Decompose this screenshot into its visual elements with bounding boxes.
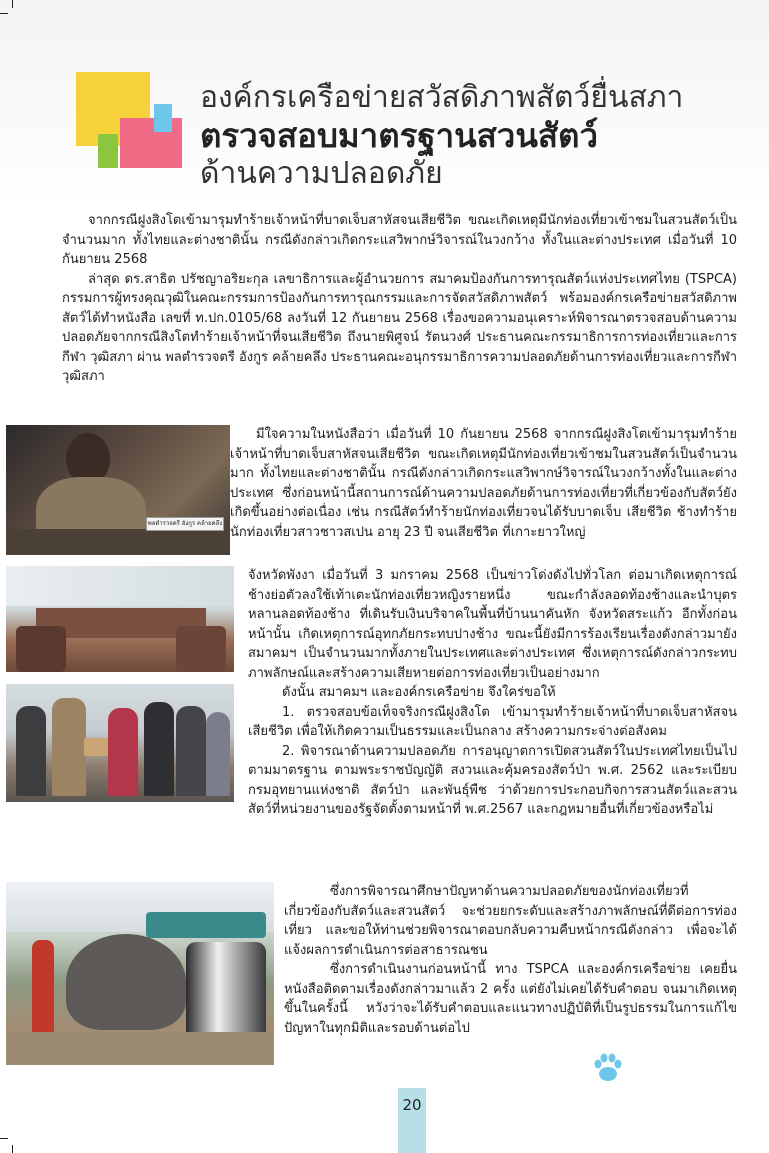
- body-text-right-1: [230, 425, 737, 542]
- list-item-2: 2. พิจารณาด้านความปลอดภัย การอนุญาตการเปิดสวนสัตว์ในประเทศไทยเป็นไปตามมาตรฐาน ตามพระราชบัญญัติ สงวนและคุ้มครองสัตว์ป่า พ.ศ. 2562 และระเบียบกรมอุทยานแห่งชาติ สัตว์ป่า และพันธุ์พืช ว่าด้วยการประกอบกิจการสวนสัตว์และสวนสัตว์ที่หน่วยงานของรัฐจัดตั้งตามหน้าที่ พ.ศ.2567 และกฎหมายอื่นที่เกี่ยวข้องหรือไม่: [248, 743, 737, 817]
- list-item-1: 1. ตรวจสอบข้อเท็จจริงกรณีฝูงสิงโต เข้ามารุมทำร้ายเจ้าหน้าที่บาดเจ็บสาหัสจนเสียชีวิต เพื่อให้เกิดความเป็นธรรมและเป็นกลาง สร้างความกระจ่างต่อสังคม: [248, 704, 737, 739]
- nameplate: พลตำรวจตรี อังกูร คล้ายคลึง: [146, 517, 224, 531]
- paragraph-4: ดังนั้น สมาคมฯ และองค์กรเครือข่าย จึงใคร่ขอให้: [282, 685, 556, 700]
- paragraph-2: ล่าสุด ดร.สาธิต ปรัชญาอริยะกุล เลขาธิการและผู้อำนวยการ สมาคมป้องกันการทารุณสัตว์แห่งประเทศไทย (TSPCA) กรรมการผู้ทรงคุณวุฒิในคณะกรรมการป้องกันการทารุณกรรมและการจัดสวัสดิภาพสัตว์ พร้อมองค์กรเครือข่ายสวัสดิภาพสัตว์ได้ทำหนังสือ เลขที่ ท.ปก.0105/68 ลงวันที่ 12 กันยายน 2568 เรื่องขอความอนุเคราะห์พิจารณาตรวจสอบด้านความปลอดภัยจากกรณีสิงโตทำร้ายเจ้าหน้าที่จนเสียชีวิต ถึงนายพิศูจน์ รัตนวงศ์ ประธานคณะกรรมาธิการการท่องเที่ยวและการกีฬา วุฒิสภา ผ่าน พลตำรวจตรี อังกูร คล้ายคลึง ประธานคณะอนุกรรมาธิการความปลอดภัยด้านการท่องเที่ยวและการกีฬา วุฒิสภา: [62, 271, 737, 384]
- title-line-1: องค์กรเครือข่ายสวัสดิภาพสัตว์ยื่นสภา: [200, 80, 684, 115]
- photo-meeting-room: [6, 566, 234, 672]
- pink-square: [120, 118, 182, 168]
- people-right: [176, 626, 226, 672]
- title-line-3: ด้านความปลอดภัย: [200, 156, 443, 191]
- paragraph-1: จากกรณีฝูงสิงโตเข้ามารุมทำร้ายเจ้าหน้าที่บาดเจ็บสาหัสจนเสียชีวิต ขณะเกิดเหตุมีนักท่องเที่ยวเข้าชมในสวนสัตว์เป็นจำนวนมาก ทั้งไทยและต่างชาตินั้น กรณีดังกล่าวเกิดกระแสวิพากษ์วิจารณ์ในวงกว้าง ทั้งในและต่างประเทศ เมื่อวันที่ 10 กันยายน 2568: [62, 213, 737, 267]
- crop-mark: [0, 1138, 8, 1139]
- blue-square: [154, 104, 172, 132]
- person-3: [108, 708, 138, 796]
- title-decoration: [76, 72, 186, 172]
- photo-group-document: [6, 684, 234, 802]
- article-title: [200, 80, 740, 192]
- person-5: [176, 706, 206, 796]
- body-text-right-3: [284, 882, 737, 1038]
- page-number: 20: [402, 1096, 422, 1114]
- photo-official: [6, 425, 230, 555]
- paragraph-6: ซึ่งการดำเนินงานก่อนหน้านี้ ทาง TSPCA และองค์กรเครือข่าย เคยยื่นหนังสือติดตามเรื่องดังกล่าวมาแล้ว 2 ครั้ง แต่ยังไม่เคยได้รับคำตอบ จนมาเกิดเหตุขึ้นในครั้งนี้ หวังว่าจะได้รับคำตอบและแนวทางปฏิบัติที่เป็นรูปธรรมในการแก้ไขปัญหาในทุกมิติและรอบด้านต่อไป: [284, 962, 737, 1036]
- elephant: [66, 934, 186, 1030]
- people-left: [16, 626, 66, 672]
- paragraph-3-continued: จังหวัดพังงา เมื่อวันที่ 3 มกราคม 2568 เป็นข่าวโด่งดังไปทั่วโลก ต่อมาเกิดเหตุการณ์ช้างย่อตัวลงใช้เท้าเตะนักท่องเที่ยวหญิงรายหนึ่ง ขณะกำลังลอดท้องช้างและนำบุตรหลานลอดท้องช้าง ที่เดินรับเงินบริจาคในพื้นที่บ้านนาคันหัก จังหวัดสระแก้ว อีกทั้งก่อนหน้านั้น เกิดเหตุการณ์อุทกภัยกระทบปางช้าง ขณะนี้ยังมีการร้องเรียนเรื่องดังกล่าวมายังสมาคมฯ เป็นจำนวนมากทั้งภายในประเทศและต่างประเทศ ซึ่งเหตุการณ์ดังกล่าวกระทบภาพลักษณ์และสร้างความเสียหายต่อการท่องเที่ยวเป็นอย่างมาก: [248, 568, 737, 681]
- canopy: [146, 912, 266, 938]
- body-text-right-2: [248, 566, 737, 820]
- photo-elephant: [6, 882, 274, 1065]
- crop-mark: [12, 0, 13, 8]
- ground: [6, 1032, 274, 1065]
- windows: [6, 566, 234, 606]
- paw-icon: [590, 1050, 626, 1086]
- crop-mark: [12, 1145, 13, 1153]
- person-6: [206, 712, 230, 796]
- paragraph-3: มีใจความในหนังสือว่า เมื่อวันที่ 10 กันยายน 2568 จากกรณีฝูงสิงโตเข้ามารุมทำร้ายเจ้าหน้าที่บาดเจ็บสาหัสจนเสียชีวิต ขณะเกิดเหตุมีนักท่องเที่ยวเข้าชมในสวนสัตว์เป็นจำนวนมาก ทั้งไทยและต่างชาตินั้น กรณีดังกล่าวเกิดกระแสวิพากษ์วิจารณ์ในวงกว้างทั้งในและต่างประเทศ ซึ่งก่อนหน้านี้สถานการณ์ด้านความปลอดภัยด้านการท่องเที่ยวที่เกี่ยวข้องกับสัตว์ยังเกิดขึ้นอย่างต่อเนื่อง เช่น กรณีสัตว์ทำร้ายนักท่องเที่ยวจนได้รับบาดเจ็บ เสียชีวิต ช้างทำร้ายนักท่องเที่ยวสาวชาวสเปน อายุ 23 ปี จนเสียชีวิต ที่เกาะยาวใหญ่: [230, 427, 737, 540]
- intro-text: [62, 211, 737, 387]
- paragraph-5: ซึ่งการพิจารณาศึกษาปัญหาด้านความปลอดภัยของนักท่องเที่ยวที่เกี่ยวข้องกับสัตว์และสวนสัตว์ จะช่วยยกระดับและสร้างภาพลักษณ์ที่ดีต่อการท่องเที่ยว และขอให้ท่านช่วยพิจารณาตอบกลับความคืบหน้ากรณีดังกล่าว เพื่อจะได้แจ้งผลการดำเนินการต่อสาธารณชน: [284, 884, 737, 958]
- crop-mark: [0, 13, 8, 14]
- person-2: [52, 698, 86, 796]
- green-square: [98, 134, 118, 168]
- desk: [6, 529, 230, 555]
- person-1: [16, 706, 46, 796]
- person-4: [144, 702, 174, 796]
- title-line-2: ตรวจสอบมาตรฐานสวนสัตว์: [200, 116, 598, 155]
